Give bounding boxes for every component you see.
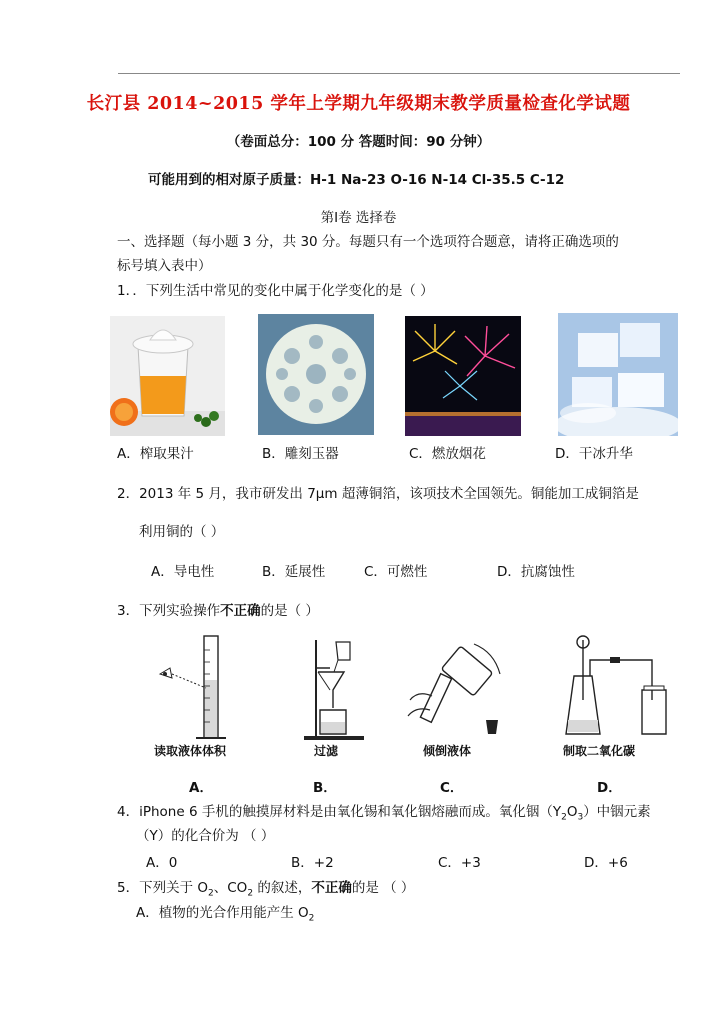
q5-option-a-text: A．植物的光合作用能产生 O [136,905,309,921]
q1-option-c: C．燃放烟花 [409,446,486,462]
q1-option-b: B．雕刻玉器 [262,446,339,462]
q5-stem-mid2: 的叙述， [253,880,312,896]
q4-option-c: C．+3 [438,855,481,871]
q1-stem: 1．．下列生活中常见的变化中属于化学变化的是（ ） [117,283,434,299]
header-rule [118,73,680,74]
q3-stem-post: 的是（ ） [260,603,319,619]
q3-option-b: B． [313,780,337,796]
q2-stem-line-2: 利用铜的（ ） [139,524,225,540]
exam-title: 长汀县 2014~2015 学年上学期九年级期末教学质量检查化学试题 [86,94,631,114]
q1-option-a: A．榨取果汁 [117,446,194,462]
q4-option-b: B．+2 [291,855,334,871]
co2-preparation-diagram [560,630,680,760]
q4-option-a: A．0 [146,855,178,871]
exam-subtitle: （卷面总分：100 分 答题时间：90 分钟） [226,134,491,150]
filtration-diagram [300,630,370,760]
q3-stem-pre: 3．下列实验操作 [117,603,221,619]
q3-option-c: C． [440,780,464,796]
q4-stem-pre: 4．iPhone 6 手机的触摸屏材料是由氧化锡和氧化铟熔融而成。氧化铟（Y [117,804,562,820]
q4-stem-post: ）中铟元素 [583,804,651,820]
q5-sub-2: 2 [247,888,254,899]
instructions-line-1: 一、选择题（每小题 3 分，共 30 分。每题只有一个选项符合题意，请将正确选项的 [117,234,619,250]
q4-sub-3: 3 [577,812,584,823]
reading-volume-diagram [150,630,250,760]
q1-option-d: D．干冰升华 [555,446,633,462]
juicer-photo [110,316,225,436]
dry-ice-photo [558,313,678,436]
q2-option-b: B．延展性 [262,564,326,580]
q3-stem [117,599,319,619]
jade-carving-photo [258,314,374,435]
diagram-label-c: 倾倒液体 [423,744,472,758]
pouring-liquid-diagram [404,630,508,760]
q5-option-a-sub: 2 [308,913,315,924]
q5-stem [117,876,414,899]
q2-option-c: C．可燃性 [364,564,428,580]
diagram-label-d: 制取二氧化碳 [563,744,636,758]
q2-stem-line-1: 2．2013 年 5 月，我市研发出 7μm 超薄铜箔，该项技术全国领先。铜能加工成铜箔是 [117,486,639,502]
q5-stem-post: 的是 （ ） [351,880,415,896]
q4-option-d: D．+6 [584,855,628,871]
q3-option-a: A． [189,780,213,796]
section-heading: 第Ⅰ卷 选择卷 [320,210,397,226]
q4-sub-2: 2 [561,812,567,823]
atomic-mass-line: 可能用到的相对原子质量：H-1 Na-23 O-16 N-14 Cl-35.5 C-12 [148,172,565,188]
q5-stem-pre: 5．下列关于 O [117,880,209,896]
diagram-label-a: 读取液体体积 [154,744,227,758]
q2-option-a: A．导电性 [151,564,215,580]
q4-stem-line-1 [117,800,651,823]
q3-stem-emphasis: 不正确 [220,603,261,619]
q4-stem-line-2: （Y）的化合价为 （ ） [136,828,275,844]
diagram-label-b: 过滤 [314,744,339,758]
q2-option-d: D．抗腐蚀性 [497,564,575,580]
q5-stem-mid: 、CO [213,880,248,896]
q5-sub-1: 2 [208,888,214,899]
fireworks-photo [405,316,521,436]
q5-stem-emphasis: 不正确 [311,880,352,896]
q3-option-d: D． [597,780,622,796]
q4-stem-mid: O [566,804,578,820]
instructions-line-2: 标号填入表中） [117,258,212,274]
q5-option-a [136,901,314,924]
